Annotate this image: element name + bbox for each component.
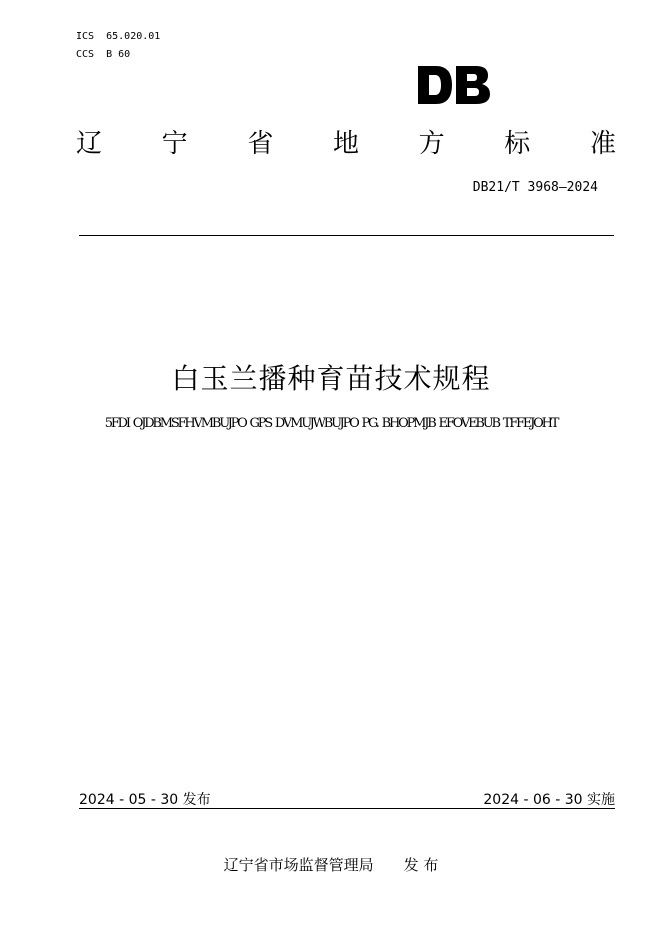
issuer-action: 发 布 [403, 856, 439, 874]
title-char: 准 [589, 129, 616, 159]
top-divider [79, 235, 614, 236]
title-char: 地 [332, 129, 359, 159]
standard-number: DB21/T 3968—2024 [472, 180, 598, 195]
title-char: 辽 [76, 129, 103, 159]
implementation-date: 2024 - 06 - 30 实施 [483, 792, 615, 808]
english-title: 5FDI OJDBMSFHVMBUJPO GPS DVMUJWBUJPO PG. BHOPMJB EFOVEBUB TFFEJOHT [104, 416, 558, 431]
ccs-label: CCS [76, 49, 95, 60]
ccs-code: B 60 [106, 49, 131, 60]
document-title: 白玉兰播种育苗技术规程 [171, 362, 491, 395]
title-char: 标 [504, 129, 531, 159]
ics-label: ICS [76, 31, 95, 42]
standard-category-title [76, 128, 616, 160]
db-logo [418, 66, 490, 104]
bottom-divider [79, 808, 615, 809]
ics-code-line [76, 31, 160, 42]
issuer-line [0, 854, 662, 875]
ccs-code-line [76, 49, 130, 60]
ics-code: 65.020.01 [106, 31, 161, 42]
title-char: 方 [418, 129, 445, 159]
title-char: 宁 [161, 129, 188, 159]
issue-date: 2024 - 05 - 30 发布 [79, 792, 211, 808]
issuer-name: 辽宁省市场监督管理局 [223, 856, 374, 874]
title-char: 省 [247, 129, 274, 159]
